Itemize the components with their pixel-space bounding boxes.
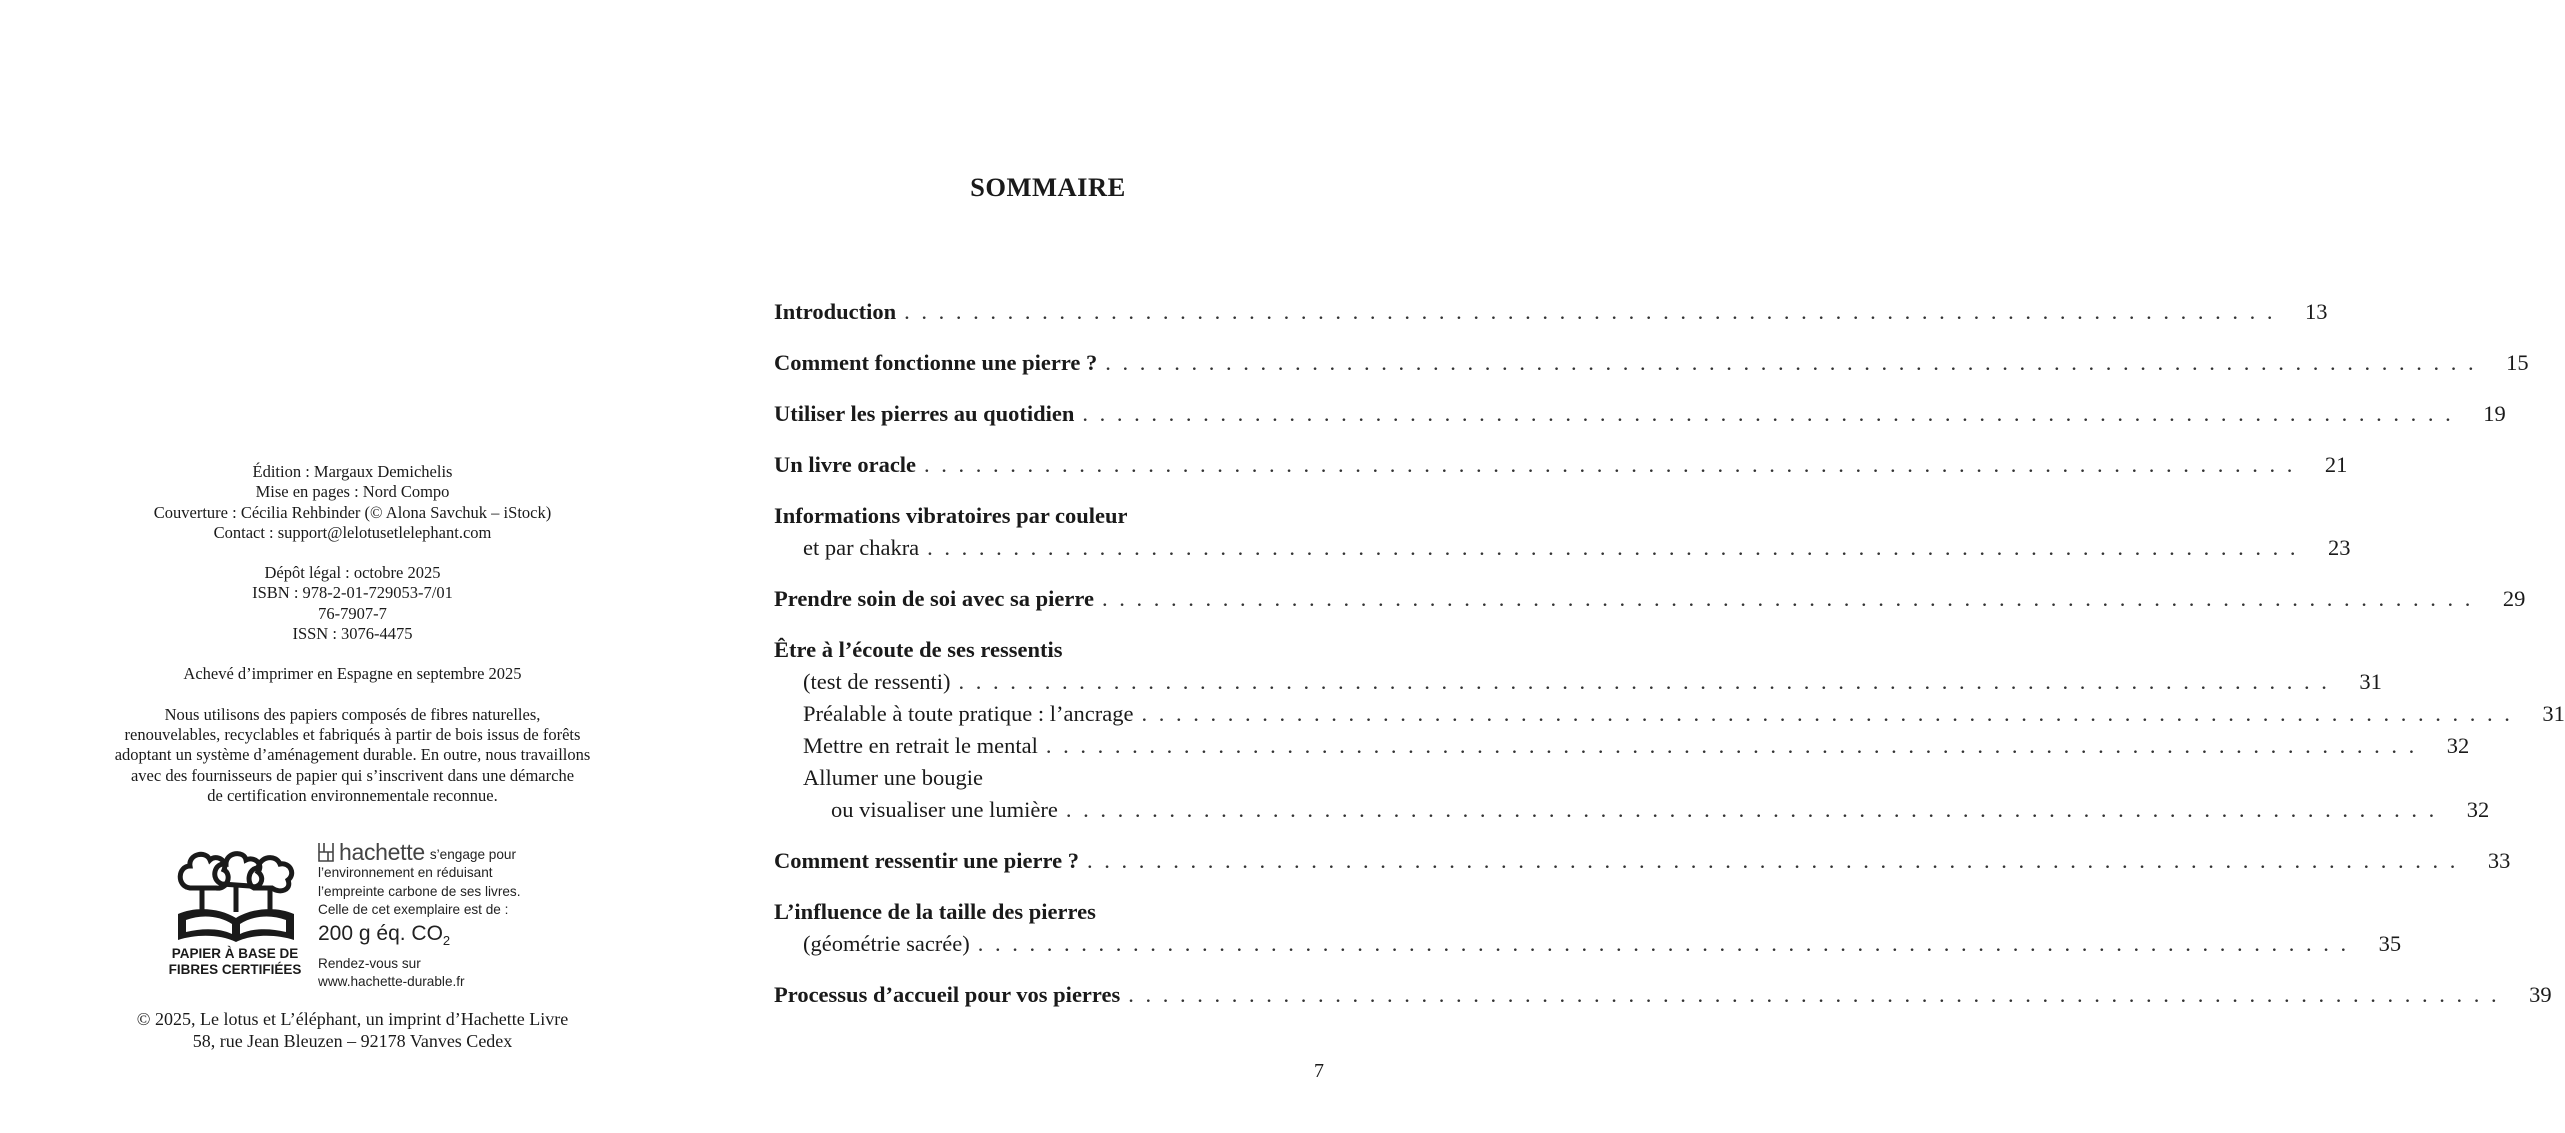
legal-line: 76-7907-7 (318, 603, 387, 623)
toc-entry (774, 845, 2511, 877)
toc-entry-label: Processus d’accueil pour vos pierres (774, 982, 1121, 1007)
logo-caption (168, 946, 302, 978)
dot-leader: . . . . . . . . . . . . . . . . . . . . . . . . . . . . . . . . . . . . . . . . . . . . . . . . . . . . . . . . . . . . . . . . . . . . . . . . . . . . . . . . (1082, 401, 2454, 426)
toc-entry (774, 500, 1322, 532)
dot-leader: . . . . . . . . . . . . . . . . . . . . . . . . . . . . . . . . . . . . . . . . . . . . . . . . . . . . . . . . . . . . . . . . . . . . . . . . . . . . . . . . (1065, 797, 2438, 822)
co2-value (318, 920, 558, 955)
toc-entry-label: Être à l’écoute de ses ressentis (774, 637, 1063, 662)
toc-entry-page: 31 (2359, 669, 2382, 694)
dot-leader: . . . . . . . . . . . . . . . . . . . . . . . . . . . . . . . . . . . . . . . . . . . . . . . . . . . . . . . . . . . . . . . . . . . . . . . . . . . . . . . . (927, 535, 2299, 560)
paper-line: Nous utilisons des papiers composés de fibres naturelles, (164, 704, 541, 724)
statement-line: l’environnement en réduisant (318, 865, 493, 880)
toc-entry-page: 31 (2542, 701, 2565, 726)
toc-entry-page: 15 (2506, 350, 2529, 375)
toc-title: SOMMAIRE (970, 172, 1126, 202)
address-line: 58, rue Jean Bleuzen – 92178 Vanves Cedex (192, 1031, 513, 1051)
toc-entry (774, 532, 2351, 564)
toc-entry (774, 634, 1322, 666)
dot-leader: . . . . . . . . . . . . . . . . . . . . . . . . . . . . . . . . . . . . . . . . . . . . . . . . . . . . . . . . . . . . . . . . . . . . . . . . . . . . . . . . (1045, 733, 2418, 758)
toc-entry-page: 33 (2487, 848, 2511, 873)
toc-entry-page: 39 (2529, 982, 2552, 1007)
toc-entry-label: et par chakra (803, 535, 920, 560)
editorial-credits (60, 462, 645, 543)
logo-caption-line: FIBRES CERTIFIÉES (168, 962, 302, 977)
hachette-logo-icon (318, 842, 334, 862)
toc-entry (774, 794, 2490, 826)
dot-leader: . . . . . . . . . . . . . . . . . . . . . . . . . . . . . . . . . . . . . . . . . . . . . . . . . . . . . . . . . . . . . . . . . . . . . . . . . . . . . . . . (1141, 701, 2513, 726)
statement-line: l’empreinte carbone de ses livres. (318, 883, 521, 899)
eco-label (168, 839, 548, 990)
statement-line: Celle de cet exemplaire est de : (318, 902, 509, 917)
toc-entry (774, 730, 2470, 762)
legal-line: ISSN : 3076-4475 (292, 624, 413, 644)
dot-leader: . . . . . . . . . . . . . . . . . . . . . . . . . . . . . . . . . . . . . . . . . . . . . . . . . . . . . . . . . . . . . . . . . . . . . . . . . . . . . . . . (958, 669, 2330, 694)
toc-entry-label: Prendre soin de soi avec sa pierre (774, 586, 1094, 611)
table-of-contents (774, 296, 2565, 1011)
co2-amount: 200 g éq. CO (318, 921, 443, 945)
toc-entry-label: Introduction (774, 299, 897, 324)
footer-url: www.hachette-durable.fr (318, 974, 465, 990)
carbon-statement (318, 840, 558, 992)
toc-entry-page: 19 (2483, 401, 2506, 426)
toc-entry (774, 666, 2382, 698)
toc-entry-page: 32 (2466, 797, 2490, 822)
toc-entry-label: (géométrie sacrée) (803, 931, 970, 956)
toc-entry (774, 347, 2529, 379)
toc-entry (774, 928, 2402, 960)
credit-line: Contact : support@lelotusetlelephant.com (213, 522, 492, 542)
toc-entry-page: 13 (2305, 299, 2328, 324)
logo-caption-line: PAPIER À BASE DE (171, 946, 299, 961)
toc-entry-label: Mettre en retrait le mental (803, 733, 1038, 758)
credit-line: Mise en pages : Nord Compo (255, 482, 450, 502)
legal-line: ISBN : 978-2-01-729053-7/01 (252, 583, 453, 603)
toc-entry-label: Comment fonctionne une pierre ? (774, 350, 1098, 375)
paper-statement (60, 705, 645, 806)
legal-line: Dépôt légal : octobre 2025 (264, 563, 441, 583)
dot-leader: . . . . . . . . . . . . . . . . . . . . . . . . . . . . . . . . . . . . . . . . . . . . . . . . . . . . . . . . . . . . . . . . . . . . . . . . . . . . . . . . (1086, 848, 2459, 873)
dot-leader: . . . . . . . . . . . . . . . . . . . . . . . . . . . . . . . . . . . . . . . . . . . . . . . . . . . . . . . . . . . . . . . . . . . . . . . . . . . . . . . . (977, 931, 2350, 956)
toc-entry-page: 21 (2324, 452, 2348, 477)
toc-entry-label: (test de ressenti) (803, 669, 951, 694)
dot-leader: . . . . . . . . . . . . . . . . . . . . . . . . . . . . . . . . . . . . . . . . . . . . . . . . . . . . . . . . . . . . . . . . . . . . . . . . . . . . . . . . (904, 299, 2276, 324)
brand-name: hachette (339, 839, 425, 865)
toc-entry (774, 449, 2348, 481)
toc-entry-label: Préalable à toute pratique : l’ancrage (803, 701, 1134, 726)
toc-entry-label: Un livre oracle (774, 452, 917, 477)
printing-line: Achevé d’imprimer en Espagne en septembre 2025 (183, 664, 522, 684)
toc-entry-page: 23 (2328, 535, 2351, 560)
toc-entry (774, 979, 2552, 1011)
dot-leader: . . . . . . . . . . . . . . . . . . . . . . . . . . . . . . . . . . . . . . . . . . . . . . . . . . . . . . . . . . . . . . . . . . . . . . . . . . . . . . . . (924, 452, 2296, 477)
trees-book-icon (172, 848, 300, 944)
certified-fibres-logo (168, 848, 302, 978)
page-number: 7 (1314, 1060, 1324, 1082)
brand-line (318, 840, 558, 864)
toc-entry (774, 698, 2565, 730)
toc-entry-label: Comment ressentir une pierre ? (774, 848, 1079, 873)
dot-leader: . . . . . . . . . . . . . . . . . . . . . . . . . . . . . . . . . . . . . . . . . . . . . . . . . . . . . . . . . . . . . . . . . . . . . . . . . . . . . . . . (1128, 982, 2500, 1007)
toc-entry-page: 35 (2378, 931, 2402, 956)
toc-entry-page: 32 (2446, 733, 2470, 758)
credit-line: Édition : Margaux Demichelis (252, 462, 453, 481)
co2-subscript: 2 (442, 932, 451, 948)
toc-entry (774, 583, 2526, 615)
toc-entry (774, 296, 2328, 328)
toc-entry-label: Utiliser les pierres au quotidien (774, 401, 1075, 426)
toc-entry (774, 762, 1322, 794)
paper-line: avec des fournisseurs de papier qui s’inscrivent dans une démarche (130, 765, 575, 785)
toc-entry-page: 29 (2502, 586, 2526, 611)
toc-entry-label: Allumer une bougie (803, 765, 983, 790)
dot-leader: . . . . . . . . . . . . . . . . . . . . . . . . . . . . . . . . . . . . . . . . . . . . . . . . . . . . . . . . . . . . . . . . . . . . . . . . . . . . . . . . (1105, 350, 2477, 375)
toc-entry-label: Informations vibratoires par couleur (774, 503, 1128, 528)
paper-line: de certification environnementale reconnue. (207, 785, 498, 805)
copyright-block (60, 1008, 645, 1052)
toc-entry-label: L’influence de la taille des pierres (774, 899, 1096, 924)
dot-leader: . . . . . . . . . . . . . . . . . . . . . . . . . . . . . . . . . . . . . . . . . . . . . . . . . . . . . . . . . . . . . . . . . . . . . . . . . . . . . . . . (1101, 586, 2474, 611)
toc-entry (774, 896, 1322, 928)
paper-line: adoptant un système d’aménagement durable. En outre, nous travaillons (114, 745, 591, 765)
toc-entry-label: ou visualiser une lumière (831, 797, 1058, 822)
printing-info (60, 664, 645, 684)
legal-info (60, 563, 645, 644)
toc-entry (774, 398, 2506, 430)
copyright-line: © 2025, Le lotus et L’éléphant, un imprint d’Hachette Livre (136, 1009, 569, 1029)
credit-line: Couverture : Cécilia Rehbinder (© Alona Savchuk – iStock) (153, 502, 552, 522)
brand-tail: s’engage pour (429, 846, 517, 862)
paper-line: renouvelables, recyclables et fabriqués à partir de bois issus de forêts (124, 724, 581, 744)
footer-line: Rendez-vous sur (318, 955, 421, 971)
credits-block (60, 462, 645, 826)
